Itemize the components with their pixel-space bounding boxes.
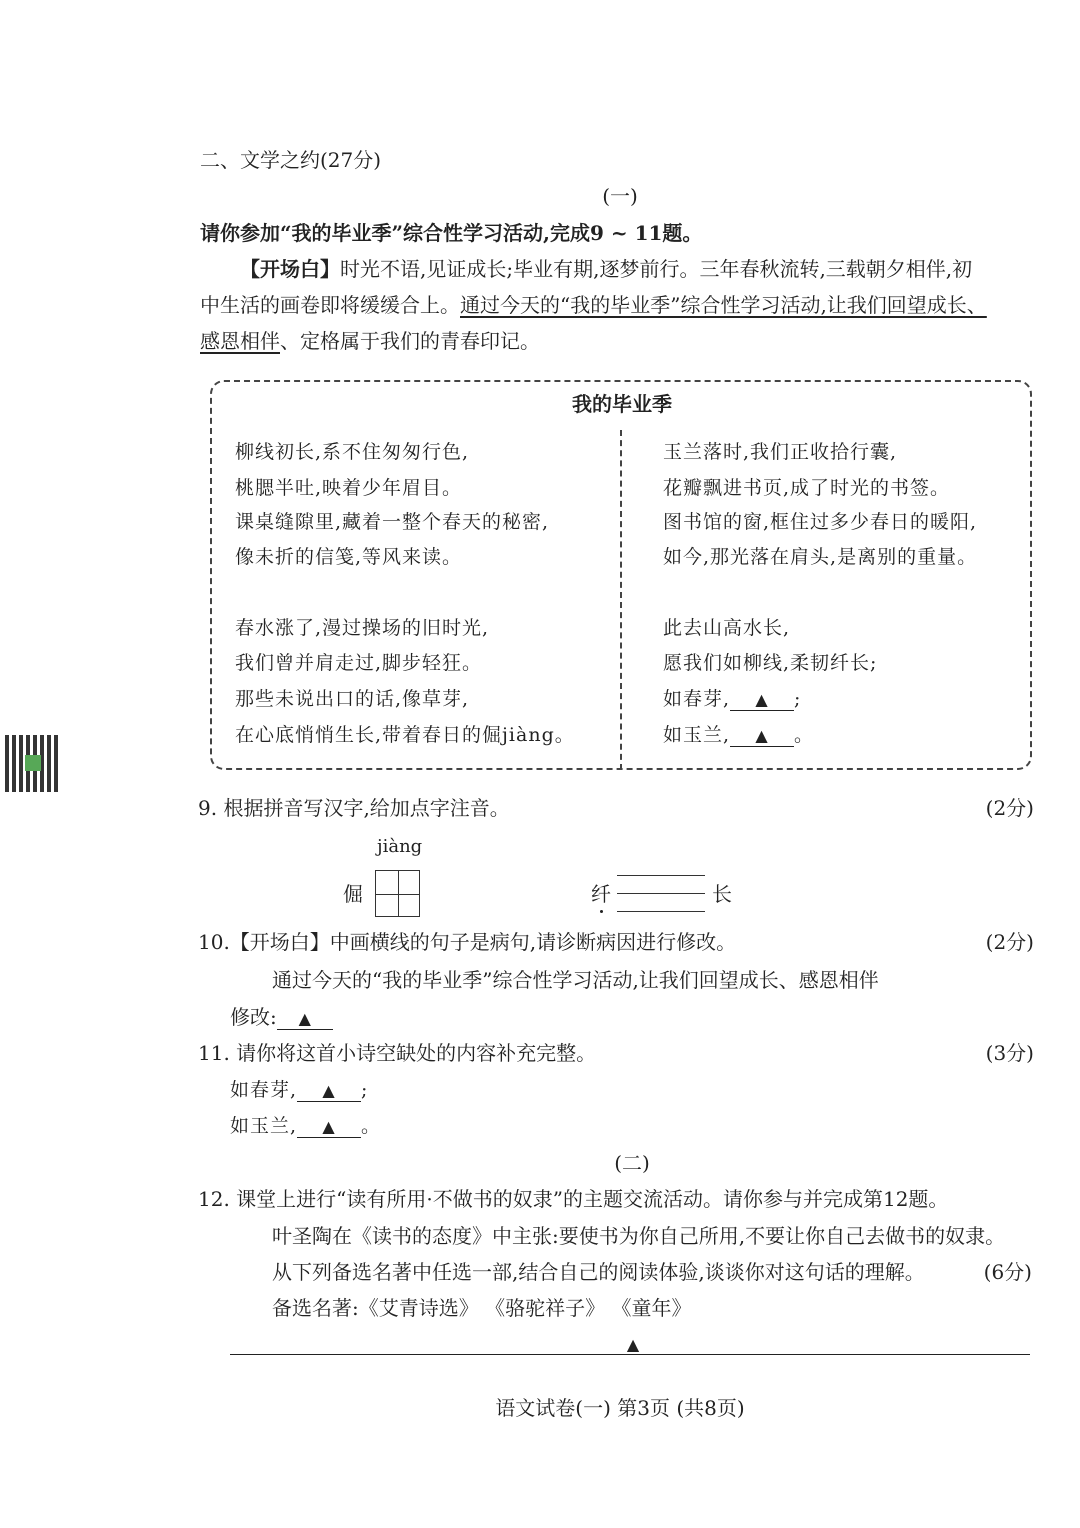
answer-blank[interactable]: ▲ xyxy=(730,726,794,747)
q11-line xyxy=(230,1078,368,1102)
q11-line xyxy=(230,1114,381,1138)
poem-line xyxy=(663,723,814,747)
poem-line: 在心底悄悄生长,带着春日的倔jiàng。 xyxy=(235,724,575,746)
opening-line-2 xyxy=(200,293,987,317)
answer-mark: ▲ xyxy=(626,1335,640,1354)
poem-line: 春水涨了,漫过操场的旧时光, xyxy=(235,617,490,639)
poem-text: 如春芽, xyxy=(663,688,731,710)
opening-lead: 【开场白】 xyxy=(240,257,340,281)
answer-line[interactable] xyxy=(230,1354,1030,1355)
writing-grid[interactable] xyxy=(375,870,420,917)
q9-text: 9. 根据拼音写汉字,给加点字注音。 xyxy=(198,796,510,820)
punct: ; xyxy=(361,1079,369,1101)
opening-text: 、定格属于我们的青春印记。 xyxy=(280,329,540,353)
q9-score: (2分) xyxy=(985,796,1034,820)
q11-label: 如春芽, xyxy=(230,1079,298,1101)
opening-text: 中生活的画卷即将缓缓合上。 xyxy=(200,293,460,317)
page-footer: 语文试卷(一) 第3页 (共8页) xyxy=(495,1396,745,1420)
poem-line: 我们曾并肩走过,脚步轻狂。 xyxy=(235,652,483,674)
poem-line: 此去山高水长, xyxy=(663,617,791,639)
q12-books: 备选名著:《艾青诗选》 《骆驼祥子》 《童年》 xyxy=(272,1296,692,1320)
poem-line: 课桌缝隙里,藏着一整个春天的秘密, xyxy=(235,511,550,533)
pinyin-line[interactable] xyxy=(617,893,705,894)
poem-line: 玉兰落时,我们正收拾行囊, xyxy=(663,441,898,463)
fix-label: 修改: xyxy=(230,1005,277,1029)
q11-score: (3分) xyxy=(985,1041,1034,1065)
q10-score: (2分) xyxy=(985,930,1034,954)
poem-line: 图书馆的窗,框住过多少春日的暖阳, xyxy=(663,511,978,533)
poem-line: 如今,那光落在肩头,是离别的重量。 xyxy=(663,546,978,568)
q9-dotted-char: 纤 xyxy=(591,882,611,906)
q12-instruction: 从下列备选名著中任选一部,结合自己的阅读体验,谈谈你对这句话的理解。 xyxy=(272,1260,925,1284)
poem-line: 桃腮半吐,映着少年眉目。 xyxy=(235,477,463,499)
poem-divider xyxy=(620,430,622,770)
q9-char: 倔 xyxy=(343,882,363,906)
q9-char: 长 xyxy=(712,882,732,906)
part-two-label: (二) xyxy=(614,1151,650,1175)
poem-punct: 。 xyxy=(794,724,815,746)
poem-text: 如玉兰, xyxy=(663,724,731,746)
poem-line: 那些未说出口的话,像草芽, xyxy=(235,688,470,710)
q9-pinyin: jiàng xyxy=(377,836,423,857)
q10-text: 10.【开场白】中画横线的句子是病句,请诊断病因进行修改。 xyxy=(198,930,737,954)
q11-text: 11. 请你将这首小诗空缺处的内容补充完整。 xyxy=(198,1041,597,1065)
opening-line-1 xyxy=(240,257,972,281)
opening-text: 时光不语,见证成长;毕业有期,逐梦前行。三年春秋流转,三载朝夕相伴,初 xyxy=(340,257,973,281)
answer-blank[interactable]: ▲ xyxy=(297,1081,361,1102)
poem-line: 像未折的信笺,等风来读。 xyxy=(235,546,463,568)
answer-blank[interactable]: ▲ xyxy=(277,1009,333,1030)
pinyin-line[interactable] xyxy=(617,875,705,876)
q10-fix xyxy=(230,1005,333,1030)
underlined-sentence: 感恩相伴 xyxy=(200,329,280,353)
poem-title: 我的毕业季 xyxy=(572,392,672,416)
q10-sentence: 通过今天的“我的毕业季”综合性学习活动,让我们回望成长、感恩相伴 xyxy=(272,968,879,992)
qr-code xyxy=(5,735,61,792)
opening-line-3 xyxy=(200,329,540,353)
poem-line: 柳线初长,系不住匆匆行色, xyxy=(235,441,470,463)
poem-line xyxy=(663,687,801,711)
pinyin-line[interactable] xyxy=(617,911,705,912)
answer-blank[interactable]: ▲ xyxy=(730,690,794,711)
answer-blank[interactable]: ▲ xyxy=(297,1117,361,1138)
q12-quote: 叶圣陶在《读书的态度》中主张:要使书为你自己所用,不要让你自己去做书的奴隶。 xyxy=(272,1224,1006,1248)
q12-text: 12. 课堂上进行“读有所用·不做书的奴隶”的主题交流活动。请你参与并完成第12题。 xyxy=(198,1187,949,1211)
q12-score: (6分) xyxy=(983,1260,1032,1284)
punct: 。 xyxy=(361,1115,382,1137)
underlined-sentence: 通过今天的“我的毕业季”综合性学习活动,让我们回望成长、 xyxy=(460,293,987,317)
part-one-label: (一) xyxy=(602,184,638,208)
emphasis-dot xyxy=(600,910,603,913)
section-heading: 二、文学之约(27分) xyxy=(200,148,382,172)
q11-label: 如玉兰, xyxy=(230,1115,298,1137)
poem-line: 花瓣飘进书页,成了时光的书签。 xyxy=(663,477,951,499)
poem-punct: ; xyxy=(794,688,802,710)
intro-text: 请你参加“我的毕业季”综合性学习活动,完成9 ~ 11题。 xyxy=(200,221,703,245)
poem-line: 愿我们如柳线,柔韧纤长; xyxy=(663,652,878,674)
